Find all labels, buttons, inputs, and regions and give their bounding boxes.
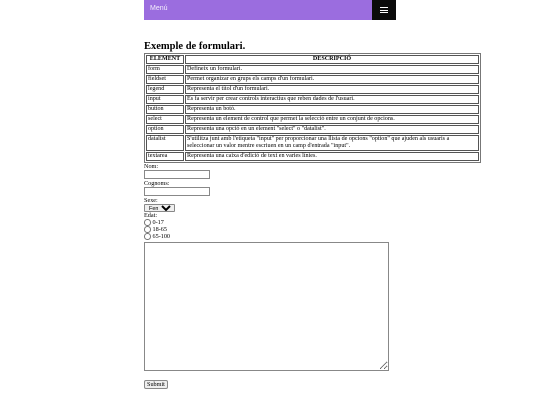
table-row — [146, 135, 479, 151]
sexe-select[interactable] — [144, 204, 175, 212]
table-header-row — [146, 55, 479, 64]
header-element: ELEMENT — [146, 55, 184, 64]
radio-button[interactable] — [144, 233, 151, 240]
edat-option[interactable] — [144, 233, 404, 240]
page-title: Exemple de formulari. — [144, 41, 246, 52]
navbar — [144, 0, 396, 20]
table-cell-description: Defineix un formulari. — [185, 65, 479, 74]
message-textarea[interactable] — [144, 242, 389, 371]
edat-option-label: 18-65 — [152, 226, 167, 233]
table-cell-element: textarea — [146, 152, 184, 161]
table-cell-element: option — [146, 125, 184, 134]
header-description: DESCRIPCIÓ — [185, 55, 479, 64]
hamburger-menu-icon[interactable] — [372, 0, 396, 20]
table-cell-description: Representa una opció en un element "select" o "datalist". — [185, 125, 479, 134]
edat-option-label: 0-17 — [152, 219, 164, 226]
table-cell-element: select — [146, 115, 184, 124]
cognoms-input[interactable] — [144, 187, 210, 196]
sexe-label: Sexe: — [144, 197, 158, 204]
table-row — [146, 115, 479, 124]
table-cell-description: S'utilitza junt amb l'etiqueta "input" per proporcionar una llista de opcions "option" que ajuden als usuaris a seleccionar un valor mentre escriuen en un camp d'entrada "input". — [185, 135, 479, 151]
table-cell-element: fieldset — [146, 75, 184, 84]
table-cell-element: input — [146, 95, 184, 104]
table-cell-element: form — [146, 65, 184, 74]
table-row — [146, 152, 479, 161]
edat-option[interactable] — [144, 219, 404, 226]
table-row — [146, 125, 479, 134]
table-row — [146, 65, 479, 74]
cognoms-label: Cognoms: — [144, 180, 170, 187]
table-row — [146, 85, 479, 94]
table-cell-description: Representa un botó. — [185, 105, 479, 114]
nom-label: Nom: — [144, 163, 159, 170]
submit-button[interactable]: Submit — [144, 380, 168, 389]
edat-label: Edat: — [144, 212, 158, 219]
table-cell-description: Representa el títol d'un formulari. — [185, 85, 479, 94]
table-cell-element: button — [146, 105, 184, 114]
table-cell-description: Es fa servir per crear controls interactius que reben dades de l'usuari. — [185, 95, 479, 104]
table-cell-description: Representa una caixa d'edició de text en varies línies. — [185, 152, 479, 161]
elements-table — [144, 53, 481, 163]
table-row — [146, 95, 479, 104]
table-row — [146, 105, 479, 114]
nom-input[interactable] — [144, 170, 210, 179]
edat-option[interactable] — [144, 226, 404, 233]
radio-button[interactable] — [144, 226, 151, 233]
menu-label[interactable]: Menú — [150, 5, 168, 12]
table-cell-element: legend — [146, 85, 184, 94]
table-row — [146, 75, 479, 84]
table-cell-element: datalist — [146, 135, 184, 151]
radio-button[interactable] — [144, 219, 151, 226]
table-cell-description: Representa un element de control que permet la selecció entre un conjunt de opcions. — [185, 115, 479, 124]
table-cell-description: Permet organizar en grups els camps d'un formulari. — [185, 75, 479, 84]
example-form — [144, 163, 404, 371]
edat-option-label: 65-100 — [152, 233, 171, 240]
